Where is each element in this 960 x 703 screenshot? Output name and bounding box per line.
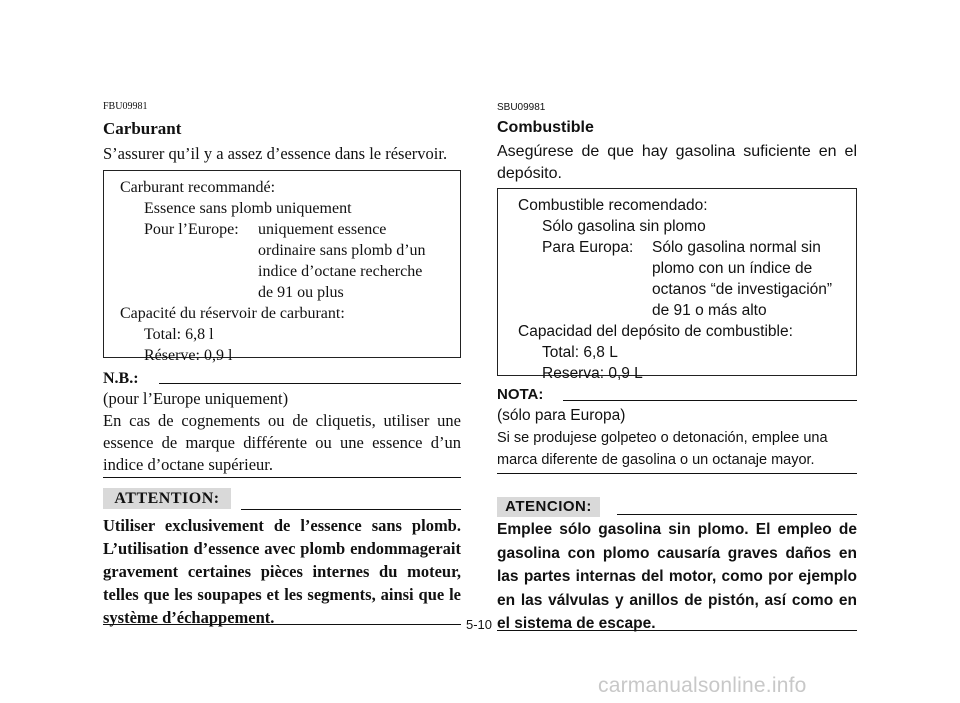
note-rule	[159, 383, 461, 384]
note-end-rule	[103, 477, 461, 478]
europe-label: Pour l’Europe:	[144, 221, 239, 238]
capacity-total: Total: 6,8 L	[542, 344, 618, 361]
europe-line-2: plomo con un índice de	[652, 260, 813, 277]
section-title: Carburant	[103, 119, 182, 138]
europe-line-2: ordinaire sans plomb d’un	[258, 242, 426, 259]
warning-label: ATTENTION:	[103, 488, 231, 509]
note-line-1: (sólo para Europa)	[497, 407, 626, 424]
recommended-value: Sólo gasolina sin plomo	[542, 218, 706, 235]
fuel-spec-box	[497, 188, 857, 382]
warning-rule	[617, 514, 857, 515]
capacity-label: Capacité du réservoir de carburant:	[120, 305, 345, 322]
intro-text: Asegúrese de que hay gasolina suficiente en el depósito.	[497, 143, 857, 182]
europe-line-1: Sólo gasolina normal sin	[652, 239, 821, 256]
recommended-value: Essence sans plomb uniquement	[144, 200, 352, 217]
europe-line-3: octanos “de investigación”	[652, 281, 833, 298]
europe-row	[120, 219, 446, 240]
note-label: NOTA:	[497, 386, 544, 403]
fuel-spec-box	[103, 170, 461, 364]
note-rule	[563, 400, 857, 401]
note-line-1: (pour l’Europe uniquement)	[103, 389, 289, 408]
section-code: FBU09981	[103, 101, 148, 112]
note-label: N.B.:	[103, 370, 139, 387]
warning-rule	[241, 509, 461, 510]
section-title: Combustible	[497, 119, 594, 136]
warning-end-rule	[103, 624, 461, 625]
note-text: Si se produjese golpeteo o detonación, emplee una marca diferente de gasolina o un octanaje mayor.	[497, 430, 828, 468]
warning-text: Emplee sólo gasolina sin plomo. El empleo de gasolina con plomo causaría graves daños en las partes internas del motor, como por ejemplo en las válvulas y anillos de pistón, así como en el sistema de escape.	[497, 521, 857, 632]
note-header	[103, 370, 461, 388]
note-header	[497, 386, 543, 403]
watermark: carmanualsonline.info	[598, 674, 807, 697]
note-text: En cas de cognements ou de cliquetis, utiliser une essence de marque différente ou une essence d’un indice d’octane supérieur.	[103, 411, 461, 474]
europe-label: Para Europa:	[542, 239, 634, 256]
europe-line-1: uniquement essence	[258, 221, 387, 238]
europe-line-4: de 91 o más alto	[652, 302, 767, 319]
intro-text: S’assurer qu’il y a assez d’essence dans le réservoir.	[103, 144, 448, 163]
note-end-rule	[497, 473, 857, 474]
warning-end-rule	[497, 630, 857, 631]
europe-row	[518, 237, 842, 258]
warning-label: ATENCION:	[497, 497, 600, 517]
europe-line-3: indice d’octane recherche	[258, 263, 423, 280]
page-number: 5-10	[466, 617, 493, 632]
recommended-label: Carburant recommandé:	[120, 179, 276, 196]
warning-text: Utiliser exclusivement de l’essence sans plomb. L’utilisation d’essence avec plomb endommagerait gravement certaines pièces internes du moteur, telles que les soupapes et les segments, ainsi que le système d’échappement.	[103, 516, 461, 627]
capacity-label: Capacidad del depósito de combustible:	[518, 323, 793, 340]
recommended-label: Combustible recomendado:	[518, 197, 708, 214]
capacity-reserve: Réserve: 0,9 l	[144, 347, 233, 364]
capacity-reserve: Reserva: 0,9 L	[542, 365, 643, 382]
europe-line-4: de 91 ou plus	[258, 284, 344, 301]
section-code: SBU09981	[497, 102, 546, 113]
capacity-total: Total: 6,8 l	[144, 326, 214, 343]
